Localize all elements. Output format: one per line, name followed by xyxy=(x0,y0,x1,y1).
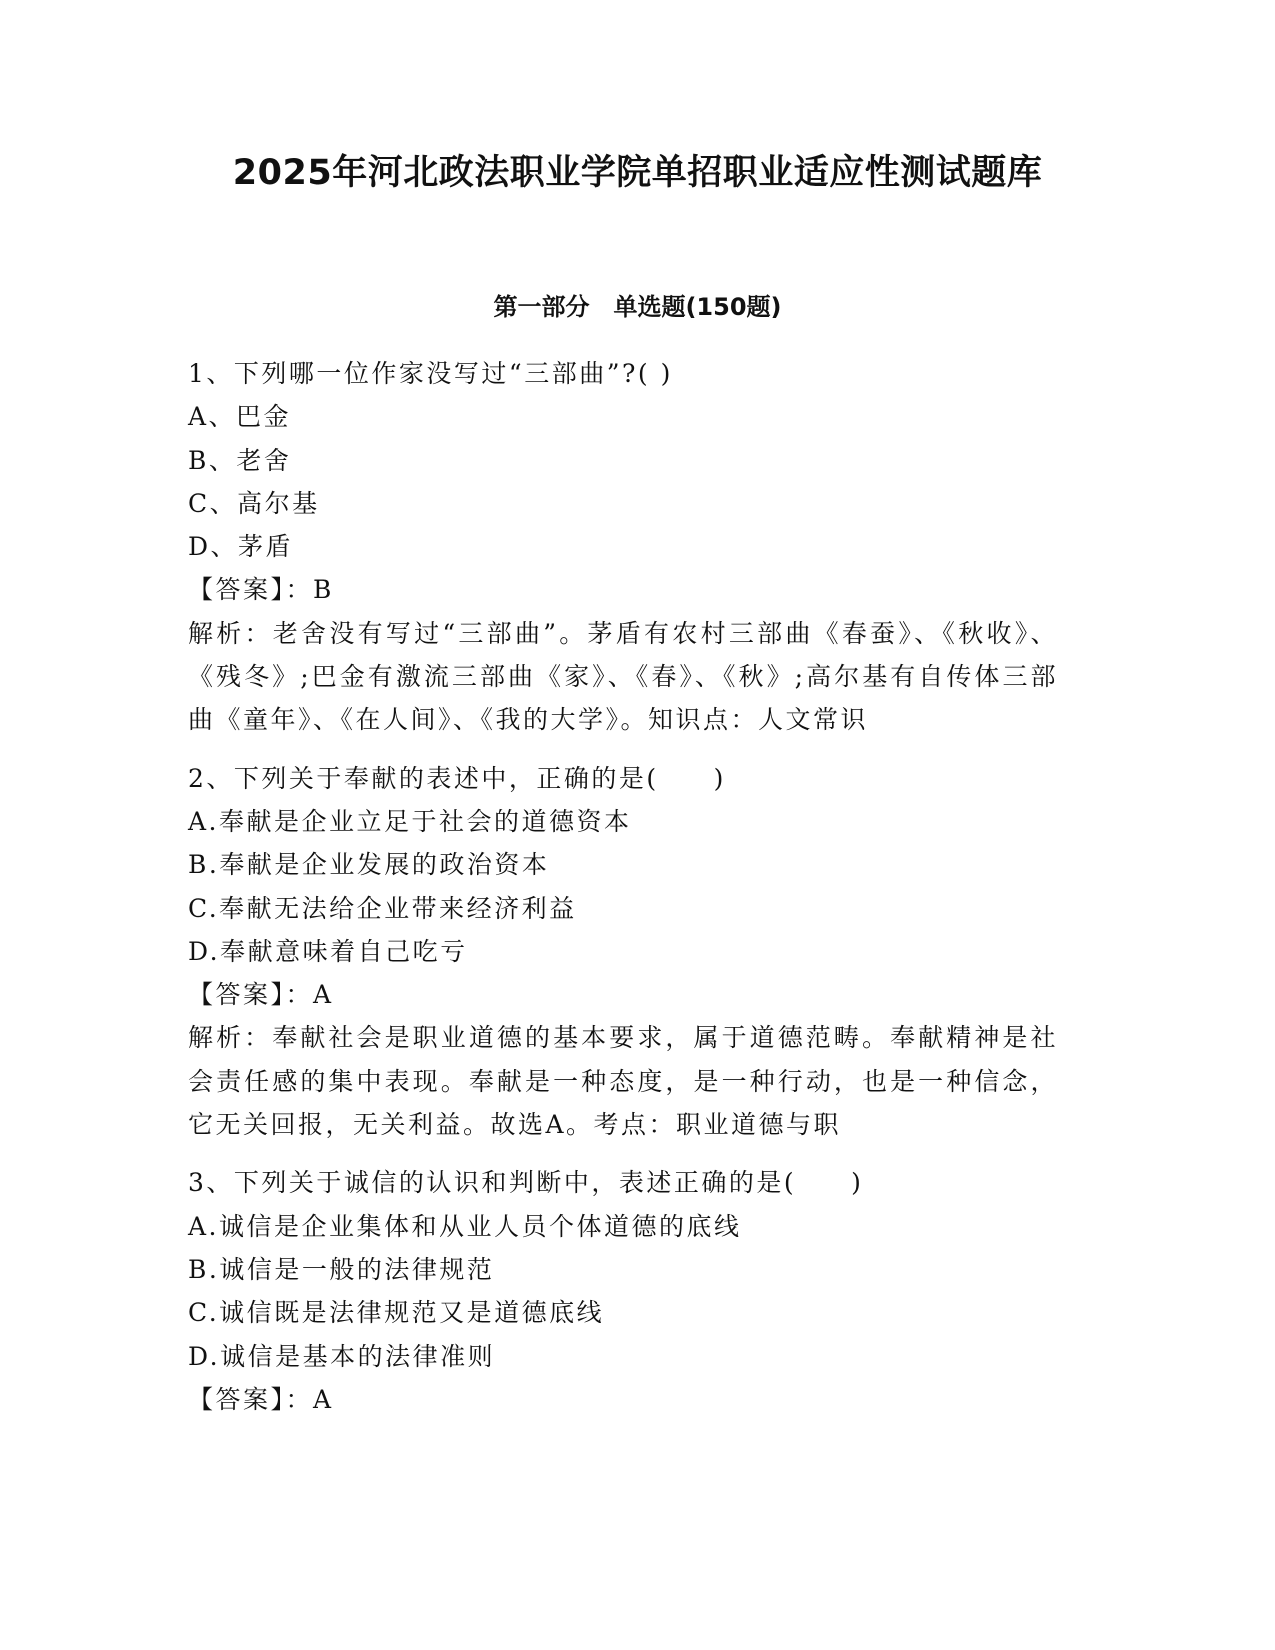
explanation-text: 解析：老舍没有写过“三部曲”。茅盾有农村三部曲《春蚕》、《秋收》、《残冬》;巴金有激流三部曲《家》、《春》、《秋》;高尔基有自传体三部曲《童年》、《在人间》、《我的大学》。知识点：人文常识 xyxy=(188,618,1058,735)
question-stem: 3、下列关于诚信的认识和判断中，表述正确的是( ) xyxy=(188,1168,864,1198)
question-stem: 2、下列关于奉献的表述中，正确的是( ) xyxy=(188,763,726,793)
option-d: D、茅盾 xyxy=(188,532,294,562)
section-title: 第一部分 单选题(150题) xyxy=(493,293,782,321)
question-2 xyxy=(188,757,1058,1147)
option-c: C.诚信既是法律规范又是道德底线 xyxy=(188,1298,605,1328)
option-a: A.奉献是企业立足于社会的道德资本 xyxy=(188,806,632,836)
option-c: C.奉献无法给企业带来经济利益 xyxy=(188,893,577,923)
question-3 xyxy=(188,1161,1058,1421)
option-d: D.奉献意味着自己吃亏 xyxy=(188,936,468,966)
answer-line: 【答案】：B xyxy=(188,575,334,605)
option-a: A.诚信是企业集体和从业人员个体道德的底线 xyxy=(188,1211,742,1241)
question-1 xyxy=(188,352,1058,742)
option-a: A、巴金 xyxy=(188,402,292,432)
answer-line: 【答案】：A xyxy=(188,1384,334,1414)
document-title: 2025年河北政法职业学院单招职业适应性测试题库 xyxy=(232,153,1043,193)
option-b: B、老舍 xyxy=(188,445,292,475)
question-list xyxy=(188,352,1058,1436)
option-b: B.奉献是企业发展的政治资本 xyxy=(188,850,550,880)
option-d: D.诚信是基本的法律准则 xyxy=(188,1341,496,1371)
option-b: B.诚信是一般的法律规范 xyxy=(188,1254,495,1284)
explanation-text: 解析：奉献社会是职业道德的基本要求，属于道德范畴。奉献精神是社会责任感的集中表现。奉献是一种态度，是一种行动，也是一种信念，它无关回报，无关利益。故选A。考点：职业道德与职 xyxy=(188,1023,1058,1140)
answer-line: 【答案】：A xyxy=(188,980,334,1010)
option-c: C、高尔基 xyxy=(188,488,320,518)
question-stem: 1、下列哪一位作家没写过“三部曲”?( ) xyxy=(188,359,673,388)
